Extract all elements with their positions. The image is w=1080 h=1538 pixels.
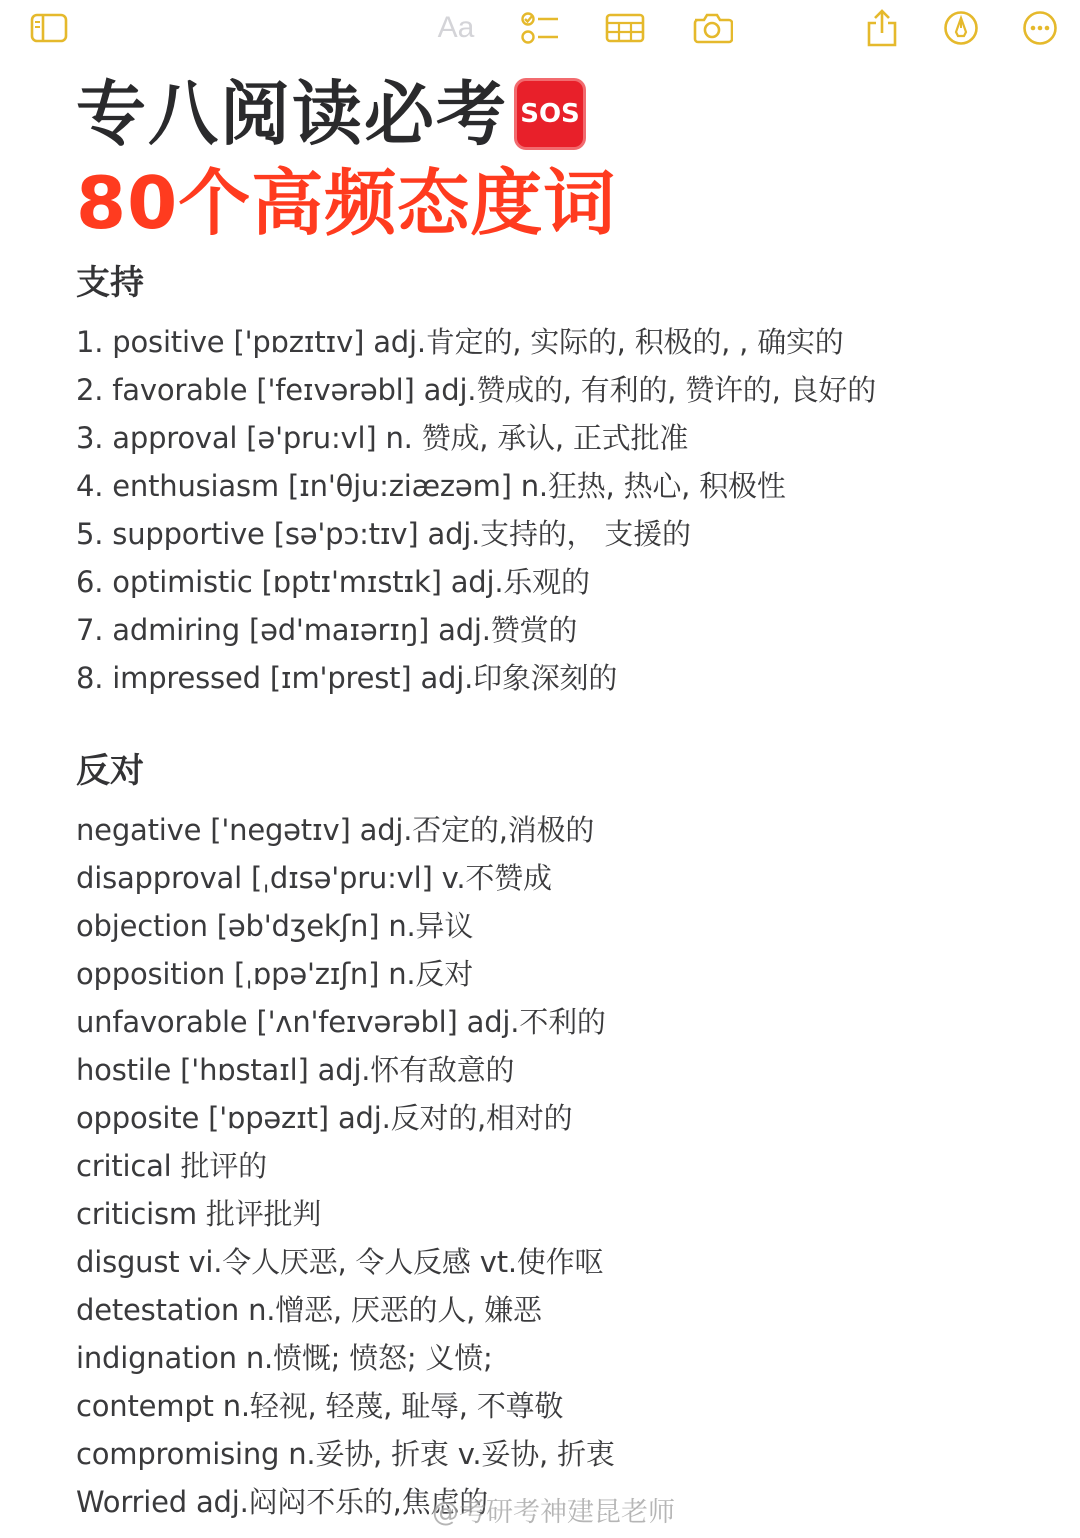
- list-item: 5. supportive [sə'pɔ:tɪv] adj.支持的， 支援的: [76, 517, 691, 551]
- text-format-label: Aa: [437, 11, 475, 44]
- blank-line: [76, 702, 1056, 746]
- list-item: objection [əb'dʒekʃn] n.异议: [76, 909, 474, 943]
- list-item: 4. enthusiasm [ɪn'θju:ziæzəm] n.狂热, 热心, 积极性: [76, 469, 786, 503]
- list-item: 8. impressed [ɪm'prest] adj.印象深刻的: [76, 661, 618, 695]
- checklist-icon[interactable]: [518, 6, 562, 50]
- notes-toolbar: [0, 0, 1080, 56]
- section-heading-oppose: 反对: [76, 751, 144, 791]
- note-title-text: 专八阅读必考: [76, 73, 508, 155]
- note-body[interactable]: [76, 72, 1056, 1526]
- camera-icon[interactable]: [690, 6, 734, 50]
- list-item: opposition [ˌɒpə'zɪʃn] n.反对: [76, 957, 474, 991]
- list-item: unfavorable ['ʌn'feɪvərəbl] adj.不利的: [76, 1005, 606, 1039]
- watermark: @考研考神建昆老师: [432, 1497, 675, 1528]
- sidebar-toggle-icon[interactable]: [27, 6, 71, 50]
- list-item: 7. admiring [əd'maɪərɪŋ] adj.赞赏的: [76, 613, 578, 647]
- list-item: 3. approval [ə'pru:vl] n. 赞成, 承认, 正式批准: [76, 421, 689, 455]
- list-item: opposite ['ɒpəzɪt] adj.反对的,相对的: [76, 1101, 573, 1135]
- list-item: 6. optimistic [ɒptɪ'mɪstɪk] adj.乐观的: [76, 565, 590, 599]
- list-item: disgust vi.令人厌恶, 令人反感 vt.使作呕: [76, 1245, 604, 1279]
- list-item: detestation n.憎恶, 厌恶的人, 嫌恶: [76, 1293, 542, 1327]
- markup-pen-icon[interactable]: [939, 6, 983, 50]
- more-options-icon[interactable]: [1018, 6, 1062, 50]
- list-item: 2. favorable ['feɪvərəbl] adj.赞成的, 有利的, 赞许的, 良好的: [76, 373, 877, 407]
- list-item: negative ['negətɪv] adj.否定的,消极的: [76, 813, 595, 847]
- share-icon[interactable]: [860, 6, 904, 50]
- section-heading-support: 支持: [76, 263, 144, 303]
- support-word-list: [76, 318, 1056, 702]
- list-item: compromising n.妥协, 折衷 v.妥协, 折衷: [76, 1437, 615, 1471]
- list-item: contempt n.轻视, 轻蔑, 耻辱, 不尊敬: [76, 1389, 564, 1423]
- list-item: 1. positive ['pɒzɪtɪv] adj.肯定的, 实际的, 积极的, , 确实的: [76, 325, 844, 359]
- list-item: hostile ['hɒstaɪl] adj.怀有敌意的: [76, 1053, 515, 1087]
- list-item: Worried adj.闷闷不乐的,焦虑的: [76, 1485, 489, 1519]
- list-item: criticism 批评批判: [76, 1197, 322, 1231]
- list-item: critical 批评的: [76, 1149, 267, 1183]
- list-item: disapproval [ˌdɪsə'pru:vl] v.不赞成: [76, 861, 552, 895]
- note-title: [76, 72, 1056, 156]
- note-subtitle: 80个高频态度词: [76, 161, 617, 245]
- list-item: indignation n.愤慨; 愤怒; 义愤;: [76, 1341, 493, 1375]
- sos-emoji-badge: SOS: [514, 78, 586, 150]
- text-format-button[interactable]: [434, 6, 478, 50]
- oppose-word-list: [76, 806, 1056, 1526]
- table-icon[interactable]: [603, 6, 647, 50]
